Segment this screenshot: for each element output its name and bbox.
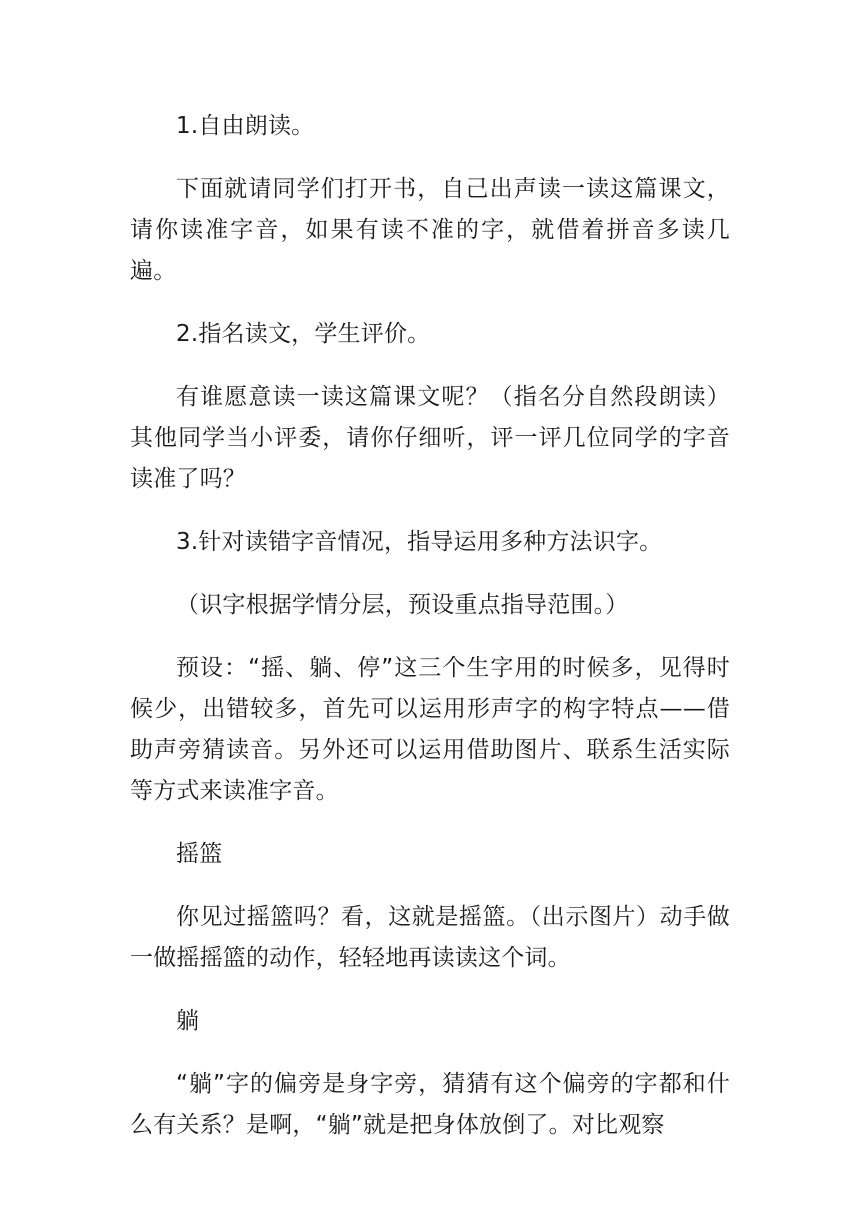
- paragraph-open-book: 下面就请同学们打开书，自己出声读一读这篇课文，请你读准字音，如果有读不准的字，就借着拼音多读几遍。: [130, 176, 730, 284]
- paragraph-note: （识字根据学情分层，预设重点指导范围。）: [176, 592, 629, 618]
- paragraph-preset: 预设：“摇、躺、停”这三个生字用的时候多，见得时候少，出错较多，首先可以运用形声字的构字特点——借助声旁猜读音。另外还可以运用借助图片、联系生活实际等方式来读准字音。: [130, 655, 730, 804]
- paragraph-who-reads: 有谁愿意读一读这篇课文呢？（指名分自然段朗读）其他同学当小评委，请你仔细听，评一评几位同学的字音读准了吗？: [130, 384, 730, 492]
- paragraph-step-1: 1.自由朗读。: [176, 113, 315, 139]
- document-page: [130, 106, 730, 1168]
- paragraph-word-cradle: 摇篮: [176, 841, 223, 867]
- paragraph-cradle-explain: 你见过摇篮吗？看，这就是摇篮。（出示图片）动手做一做摇摇篮的动作，轻轻地再读读这个词。: [130, 904, 730, 971]
- paragraph-lie-explain: “躺”字的偏旁是身字旁，猜猜有这个偏旁的字都和什么有关系？是啊，“躺”就是把身体放倒了。对比观察: [130, 1071, 730, 1138]
- paragraph-step-2: 2.指名读文，学生评价。: [176, 321, 431, 347]
- paragraph-step-3: 3.针对读错字音情况，指导运用多种方法识字。: [176, 529, 663, 555]
- paragraph-word-lie: 躺: [176, 1008, 200, 1034]
